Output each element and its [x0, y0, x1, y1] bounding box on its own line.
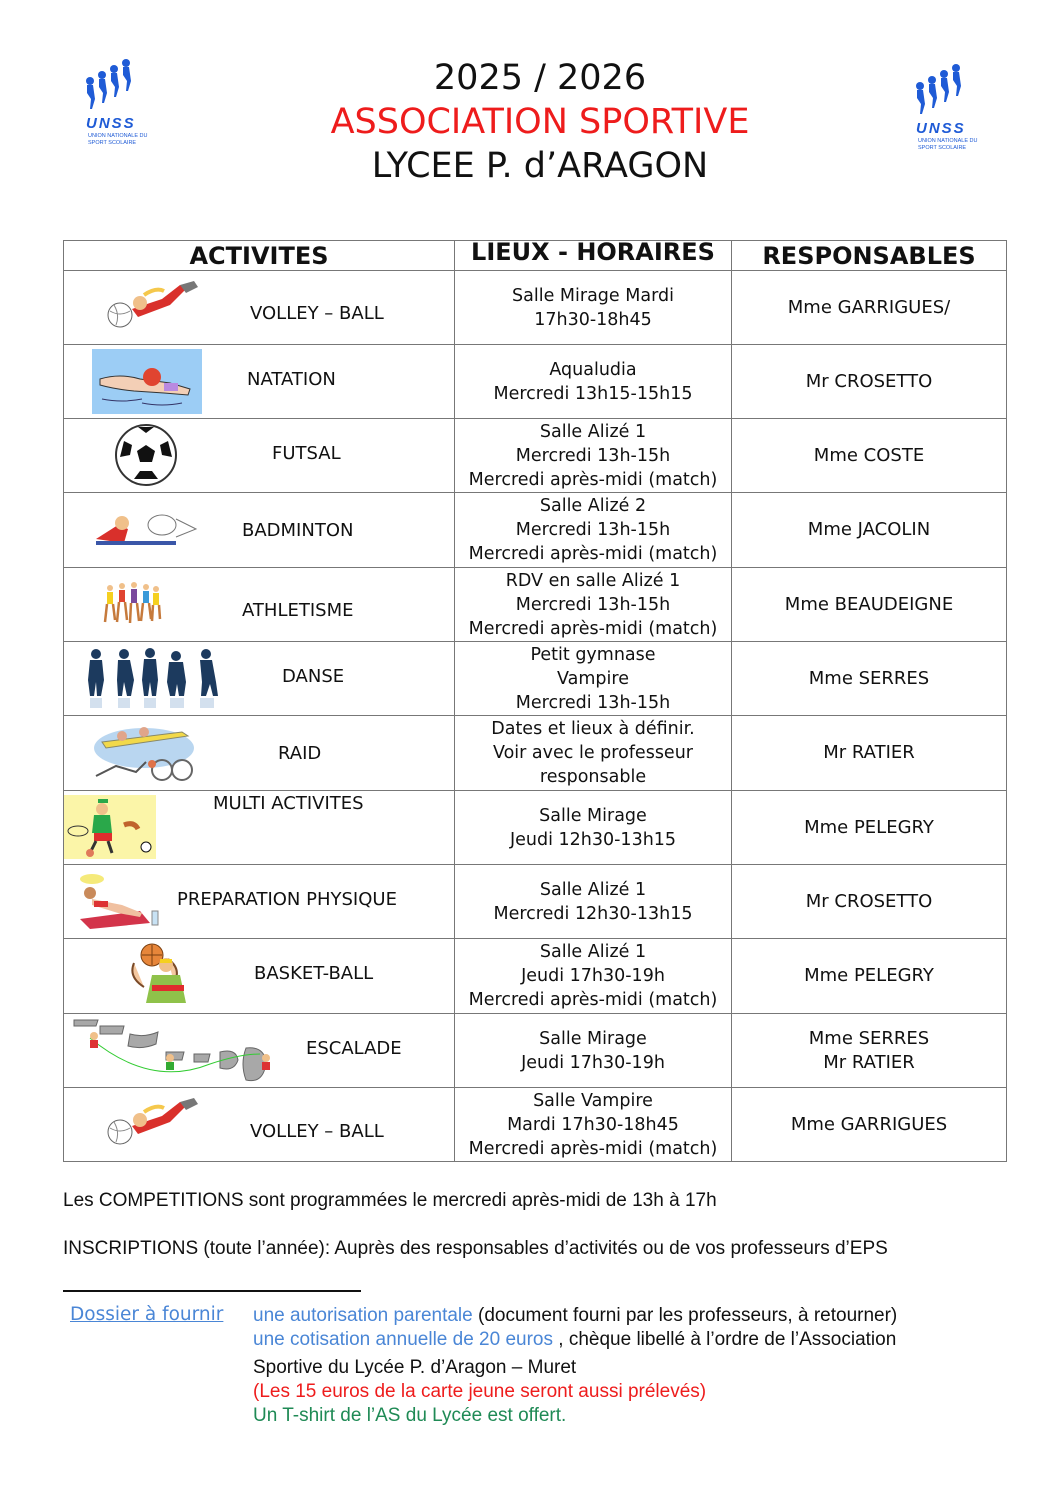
responsable-name: Mme GARRIGUES — [790, 1113, 948, 1135]
lieu-line: Voir avec le professeur — [492, 743, 693, 763]
dossier-list — [253, 1304, 897, 1428]
responsables-cell — [732, 271, 1007, 345]
dossier-link[interactable]: Dossier à fournir — [70, 1304, 224, 1325]
carte-jeune-note: (Les 15 euros de la carte jeune seront aussi prélevés) — [253, 1381, 707, 1402]
inscriptions-note: INSCRIPTIONS (toute l’année): Auprès des responsables d’activités ou de vos professeurs d’EPS — [63, 1238, 888, 1259]
lieux-horaires-cell — [455, 568, 732, 642]
lieux-horaires-cell — [455, 1014, 732, 1088]
dossier-line-1 — [253, 1304, 897, 1328]
lieu-line: responsable — [539, 767, 647, 787]
activity-cell — [64, 568, 455, 642]
competitions-note: Les COMPETITIONS sont programmées le mercredi après-midi de 13h à 17h — [63, 1190, 717, 1211]
table-row — [64, 271, 1007, 345]
activity-name: VOLLEY – BALL — [250, 1121, 384, 1142]
lieu-line: Jeudi 12h30-13h15 — [509, 829, 677, 850]
multi-sport-icon — [64, 797, 156, 857]
activity-name: ATHLETISME — [242, 600, 354, 621]
lieux-horaires-cell — [455, 642, 732, 716]
lieu-line: Salle Alizé 1 — [539, 421, 647, 442]
responsable-name: Mme JACOLIN — [807, 519, 931, 540]
activity-name: VOLLEY – BALL — [250, 303, 384, 324]
activity-name: MULTI ACTIVITES — [213, 793, 364, 814]
activity-cell — [64, 791, 455, 865]
tshirt-offer-note: Un T-shirt de l’AS du Lycée est offert. — [253, 1405, 567, 1426]
lieu-line: Salle Mirage — [539, 1028, 647, 1049]
lieu-line: Petit gymnase — [530, 644, 656, 665]
table-row — [64, 345, 1007, 419]
responsable-name: Mr RATIER — [823, 742, 915, 763]
unss-logo-text: UNSS — [916, 120, 966, 137]
lieu-line: Salle Mirage — [539, 805, 647, 826]
dossier-line-3: Sportive du Lycée P. d’Aragon – Muret — [253, 1357, 577, 1378]
lieu-line: Mercredi 13h15-15h15 — [493, 383, 693, 404]
activity-cell — [64, 1088, 455, 1162]
responsable-name: Mme GARRIGUES/ — [787, 296, 951, 318]
table-row — [64, 419, 1007, 493]
lieu-line: Salle Vampire — [533, 1090, 653, 1111]
table-row — [64, 1014, 1007, 1088]
activity-name: PREPARATION PHYSIQUE — [177, 889, 397, 910]
school-name: LYCEE P. d’ARAGON — [371, 146, 709, 186]
activity-cell — [64, 493, 455, 568]
unss-runners-icon — [908, 60, 978, 118]
lieux-horaires-cell — [455, 865, 732, 939]
activity-cell — [64, 939, 455, 1014]
lieu-line: Salle Alizé 1 — [539, 879, 647, 900]
responsables-cell — [732, 568, 1007, 642]
responsable-name: Mr CROSETTO — [805, 890, 933, 912]
responsables-cell — [732, 791, 1007, 865]
header-responsables: RESPONSABLES — [732, 241, 1007, 271]
lieu-line: Salle Alizé 2 — [539, 496, 647, 516]
lieux-horaires-cell — [455, 1088, 732, 1162]
responsable-name: Mme PELEGRY — [804, 965, 934, 986]
lieux-horaires-cell — [455, 345, 732, 419]
responsables-cell — [732, 716, 1007, 791]
swimmer-icon — [92, 351, 202, 411]
responsable-name: Mme COSTE — [813, 444, 925, 466]
responsable-name: Mme SERRES — [808, 667, 930, 689]
responsables-cell — [732, 345, 1007, 419]
cotisation-detail: , chèque libellé à l’ordre de l’Association — [553, 1329, 897, 1350]
activities-table — [63, 240, 1007, 1162]
table-header-row — [64, 241, 1007, 271]
lieu-line: Mercredi après-midi (match) — [468, 990, 718, 1010]
activity-name: ESCALADE — [306, 1038, 402, 1059]
table-row — [64, 642, 1007, 716]
unss-logo-subtitle: UNION NATIONALE DU SPORT SCOLAIRE — [88, 133, 148, 146]
table-row — [64, 939, 1007, 1014]
table-row — [64, 1088, 1007, 1162]
table-row — [64, 568, 1007, 642]
page-title: ASSOCIATION SPORTIVE — [330, 102, 750, 142]
badminton-player-icon — [92, 499, 202, 559]
table-row — [64, 865, 1007, 939]
lieux-horaires-cell — [455, 419, 732, 493]
lieu-line: Vampire — [557, 668, 629, 689]
responsables-cell — [732, 493, 1007, 568]
responsable-name: Mme SERRES — [808, 1027, 930, 1049]
lieu-line: RDV en salle Alizé 1 — [505, 570, 681, 591]
activity-cell — [64, 716, 455, 791]
unss-logo-left — [78, 55, 158, 155]
activity-cell — [64, 419, 455, 493]
table-row — [64, 791, 1007, 865]
volleyball-player-icon — [100, 277, 210, 337]
lieu-line: 17h30-18h45 — [534, 309, 652, 330]
activity-name: FUTSAL — [272, 443, 341, 464]
lieu-line: Mercredi 13h-15h — [515, 692, 671, 713]
fitness-mat-icon — [70, 871, 162, 931]
lieux-horaires-cell — [455, 716, 732, 791]
responsables-cell — [732, 1014, 1007, 1088]
activity-cell — [64, 865, 455, 939]
activity-name: BASKET-BALL — [254, 963, 374, 984]
school-year: 2025 / 2026 — [433, 58, 647, 98]
activity-name: NATATION — [247, 369, 336, 390]
activity-cell — [64, 1014, 455, 1088]
lieu-line: Jeudi 17h30-19h — [521, 1052, 665, 1073]
lieux-horaires-cell — [455, 271, 732, 345]
divider — [63, 1290, 361, 1292]
unss-logo-subtitle: UNION NATIONALE DU SPORT SCOLAIRE — [918, 138, 978, 151]
activity-cell — [64, 642, 455, 716]
volleyball-player-icon — [100, 1094, 210, 1154]
dancers-silhouette-icon — [84, 648, 224, 708]
soccer-ball-icon — [114, 425, 178, 485]
lieu-line: Mercredi après-midi (match) — [468, 469, 718, 490]
header-activites: ACTIVITES — [64, 241, 455, 271]
activity-name: RAID — [278, 743, 322, 764]
responsables-cell — [732, 1088, 1007, 1162]
raid-kayak-bike-icon — [82, 722, 197, 782]
lieu-line: Mercredi 13h-15h — [515, 445, 671, 466]
lieu-line: Mercredi après-midi (match) — [468, 1138, 718, 1159]
lieu-line: Mercredi 13h-15h — [515, 520, 671, 540]
lieu-line: Jeudi 17h30-19h — [521, 966, 665, 986]
lieux-horaires-cell — [455, 939, 732, 1014]
activity-cell — [64, 345, 455, 419]
table-row — [64, 493, 1007, 568]
autorisation-text: une autorisation parentale — [253, 1305, 473, 1326]
activity-cell — [64, 271, 455, 345]
lieux-horaires-cell — [455, 791, 732, 865]
lieu-line: Mercredi 13h-15h — [515, 594, 671, 615]
responsables-cell — [732, 865, 1007, 939]
responsable-name: Mr CROSETTO — [805, 370, 933, 392]
autorisation-detail: (document fourni par les professeurs, à retourner) — [472, 1305, 898, 1326]
lieu-line: Mercredi après-midi (match) — [468, 618, 718, 639]
dossier-line-2 — [253, 1328, 897, 1352]
basketball-player-icon — [124, 945, 204, 1005]
page-header — [280, 56, 800, 188]
unss-logo-text: UNSS — [86, 115, 136, 132]
responsables-cell — [732, 419, 1007, 493]
lieu-line: Mardi 17h30-18h45 — [507, 1114, 679, 1135]
lieux-horaires-cell — [455, 493, 732, 568]
unss-logo-right — [908, 60, 988, 160]
lieu-line: Salle Mirage Mardi — [512, 285, 674, 306]
responsables-cell — [732, 642, 1007, 716]
lieu-line: Mercredi après-midi (match) — [468, 544, 718, 564]
cotisation-text: une cotisation annuelle de 20 euros — [253, 1329, 554, 1350]
responsable-name: Mme PELEGRY — [804, 816, 934, 838]
lieu-line: Mercredi 12h30-13h15 — [493, 903, 693, 924]
runners-icon — [102, 574, 162, 634]
lieu-line: Salle Alizé 1 — [539, 942, 647, 962]
responsable-name: Mme BEAUDEIGNE — [784, 593, 954, 615]
activity-name: DANSE — [282, 666, 345, 687]
unss-runners-icon — [78, 55, 148, 113]
table-row — [64, 716, 1007, 791]
responsable-name: Mr RATIER — [823, 1051, 915, 1073]
activity-name: BADMINTON — [242, 520, 354, 541]
climbing-icon — [70, 1020, 285, 1080]
responsables-cell — [732, 939, 1007, 1014]
header-lieux-horaires: LIEUX - HORAIRES — [455, 241, 732, 271]
lieu-line: Aqualudia — [549, 359, 637, 380]
lieu-line: Dates et lieux à définir. — [491, 719, 695, 739]
